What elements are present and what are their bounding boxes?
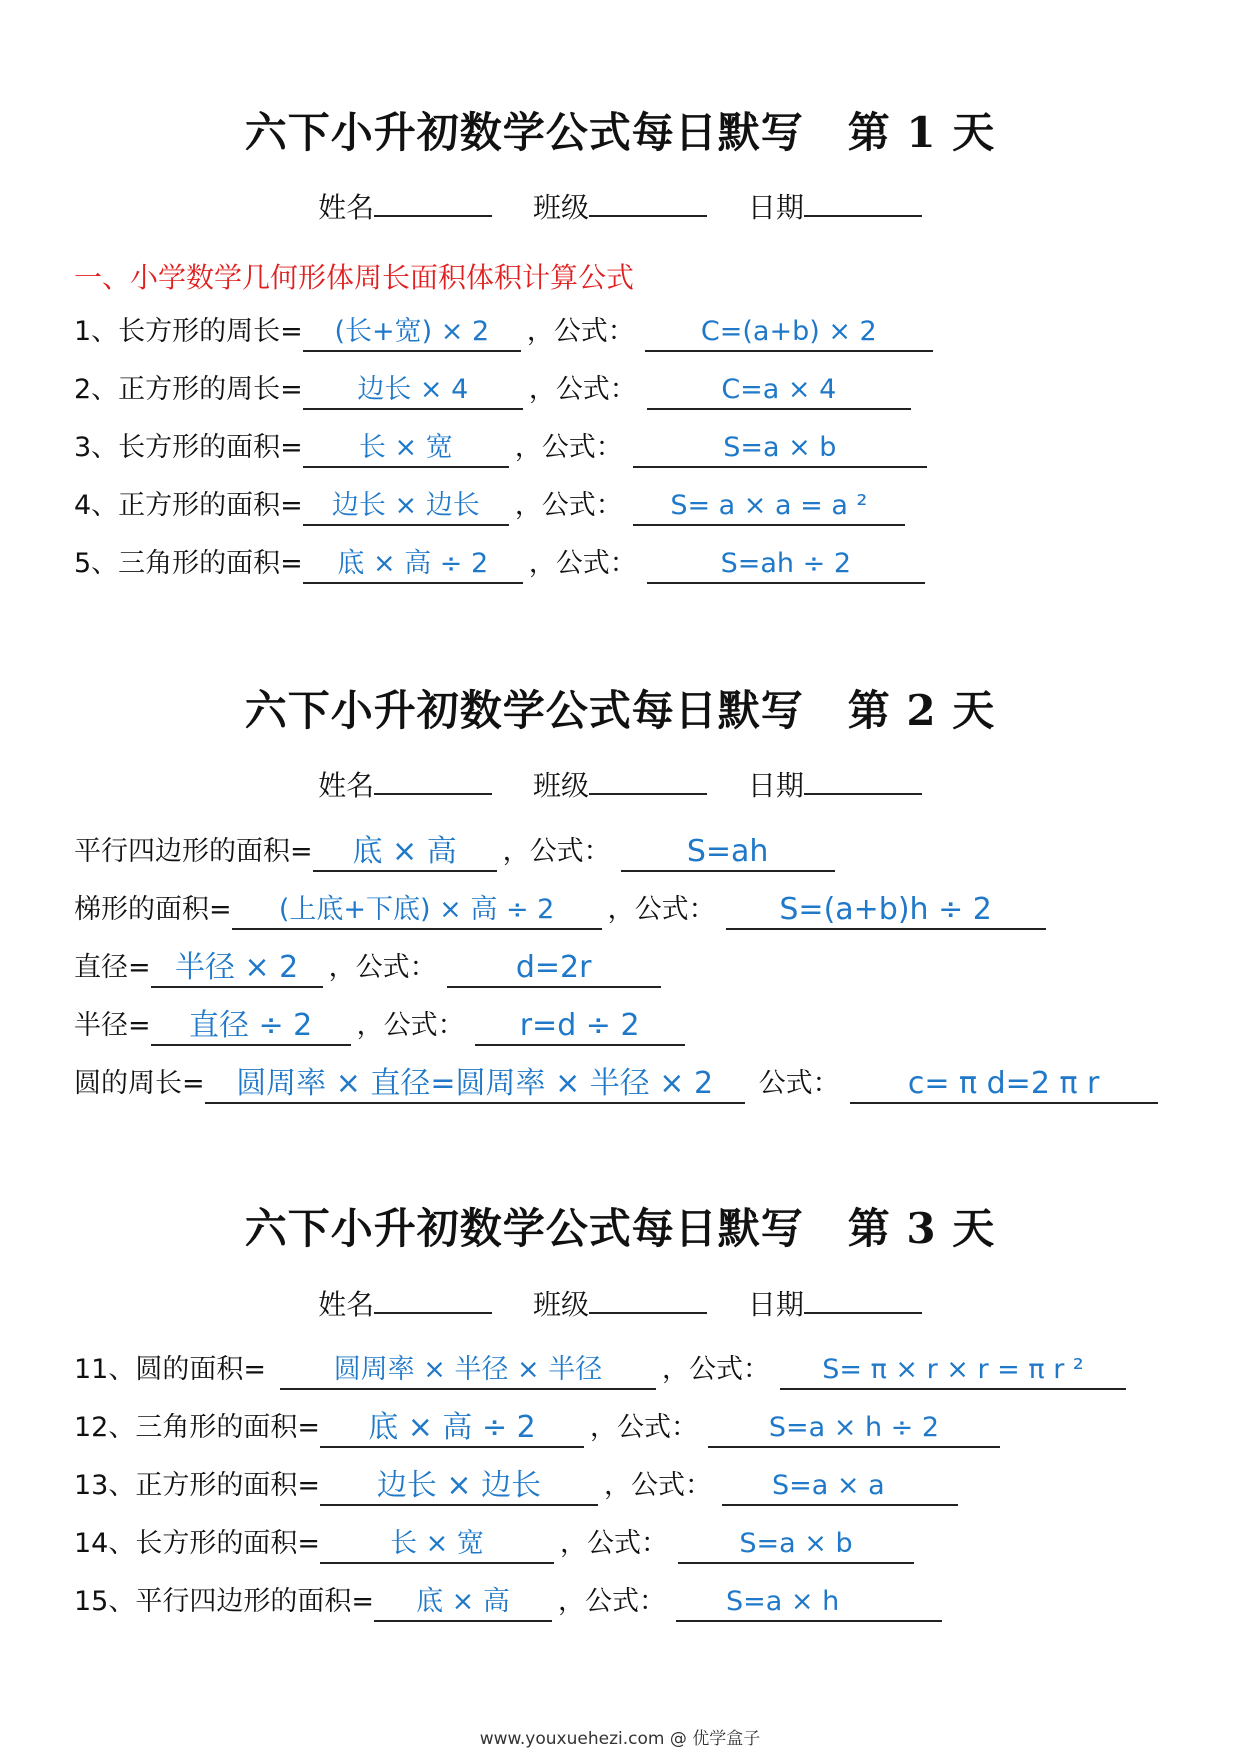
formula-label: ，公式： [514,490,623,521]
day1-name-field[interactable] [318,186,492,226]
day3-item-12 [74,1408,1000,1448]
answer-blank[interactable]: 边长 × 4 [303,372,523,410]
day3-item-13 [74,1466,958,1506]
formula-label: ，公式： [356,1010,465,1041]
answer-blank[interactable]: 圆周率 × 直径=圆周率 × 半径 × 2 [205,1066,745,1104]
day3-date-label: 日期 [747,1288,804,1321]
day2-info-row [0,764,1240,804]
day3-title-text: 六下小升初数学公式每日默写 [244,1204,804,1253]
day2-date-field[interactable] [748,764,922,804]
day1-item-1 [74,312,933,352]
item-label: 梯形的面积= [74,894,232,925]
item-label: 半径= [74,1010,151,1041]
day3-date-field[interactable] [748,1283,922,1323]
day2-item-5 [74,1064,1158,1104]
item-label: 5、三角形的面积= [74,548,303,579]
formula-label: ，公式： [526,316,635,347]
answer-blank[interactable]: 底 × 高 [374,1584,552,1622]
formula-blank[interactable]: S=ah [621,834,835,872]
answer-blank[interactable]: 长 × 宽 [303,430,509,468]
answer-blank[interactable]: 圆周率 × 半径 × 半径 [280,1352,656,1390]
day2-title [0,678,1240,738]
day1-item-3 [74,428,927,468]
item-label: 2、正方形的周长= [74,374,303,405]
formula-blank[interactable]: S= π × r × r = π r ² [780,1352,1126,1390]
formula-blank[interactable]: S= a × a = a ² [633,488,905,526]
day1-date-blank[interactable] [804,189,922,217]
day3-name-blank[interactable] [374,1286,492,1314]
item-label: 平行四边形的面积= [74,836,313,867]
formula-blank[interactable]: c= π d=2 π r [850,1066,1158,1104]
day2-class-label: 班级 [532,769,589,802]
formula-blank[interactable]: S=a × b [678,1526,914,1564]
formula-label: ，公式： [589,1412,698,1443]
formula-label: ，公式： [557,1586,666,1617]
formula-blank[interactable]: S=ah ÷ 2 [647,546,925,584]
day2-class-field[interactable] [533,764,707,804]
formula-label: ，公式： [607,894,716,925]
answer-blank[interactable]: 底 × 高 [313,834,497,872]
day2-item-1 [74,832,835,872]
day1-section-heading: 一、小学数学几何形体周长面积体积计算公式 [74,261,635,294]
day3-name-field[interactable] [318,1283,492,1323]
item-label: 11、圆的面积= [74,1354,266,1385]
day1-item-5 [74,544,925,584]
day3-class-label: 班级 [532,1288,589,1321]
formula-blank[interactable]: S=a × h ÷ 2 [708,1410,1000,1448]
day2-date-label: 日期 [747,769,804,802]
day3-date-blank[interactable] [804,1286,922,1314]
formula-blank[interactable]: S=a × b [633,430,927,468]
day1-title [0,100,1240,160]
formula-blank[interactable]: S=(a+b)h ÷ 2 [726,892,1046,930]
day2-date-blank[interactable] [804,767,922,795]
day1-class-label: 班级 [532,191,589,224]
item-label: 12、三角形的面积= [74,1412,320,1443]
day3-name-label: 姓名 [318,1288,375,1321]
day2-class-blank[interactable] [589,767,707,795]
formula-label: ，公式： [528,548,637,579]
formula-label: ，公式： [328,952,437,983]
day2-name-label: 姓名 [318,769,375,802]
day1-date-label: 日期 [747,191,804,224]
formula-label: ，公式： [528,374,637,405]
day3-item-11 [74,1350,1126,1390]
formula-blank[interactable]: C=(a+b) × 2 [645,314,933,352]
day1-title-text: 六下小升初数学公式每日默写 [244,108,804,157]
day2-day: 第 2 天 [847,686,996,735]
formula-blank[interactable]: C=a × 4 [647,372,911,410]
item-label: 直径= [74,952,151,983]
answer-blank[interactable]: 边长 × 边长 [320,1468,598,1506]
day2-title-text: 六下小升初数学公式每日默写 [244,686,804,735]
answer-blank[interactable]: 边长 × 边长 [303,488,509,526]
formula-blank[interactable]: S=a × a [722,1468,958,1506]
day2-name-field[interactable] [318,764,492,804]
item-label: 3、长方形的面积= [74,432,303,463]
answer-blank[interactable]: 底 × 高 ÷ 2 [320,1410,584,1448]
day1-date-field[interactable] [748,186,922,226]
item-label: 1、长方形的周长= [74,316,303,347]
formula-label: ，公式： [603,1470,712,1501]
answer-blank[interactable]: 直径 ÷ 2 [151,1008,351,1046]
day2-item-2 [74,890,1046,930]
formula-blank[interactable]: d=2r [447,950,661,988]
day3-info-row [0,1283,1240,1323]
formula-blank[interactable]: S=a × h [676,1584,942,1622]
day2-name-blank[interactable] [374,767,492,795]
day3-title [0,1196,1240,1256]
day1-info-row [0,186,1240,226]
day1-name-blank[interactable] [374,189,492,217]
formula-label: ，公式： [514,432,623,463]
day1-item-4 [74,486,905,526]
answer-blank[interactable]: 底 × 高 ÷ 2 [303,546,523,584]
day3-day: 第 3 天 [847,1204,996,1253]
item-label: 4、正方形的面积= [74,490,303,521]
footer-watermark: www.youxuehezi.com @ 优学盒子 [479,1729,761,1749]
day1-class-field[interactable] [533,186,707,226]
day2-item-3 [74,948,661,988]
formula-label: ，公式： [559,1528,668,1559]
answer-blank[interactable]: (长+宽) × 2 [303,314,521,352]
day1-item-2 [74,370,911,410]
day1-class-blank[interactable] [589,189,707,217]
item-label: 14、长方形的面积= [74,1528,320,1559]
answer-blank[interactable]: 长 × 宽 [320,1526,554,1564]
day3-item-15 [74,1582,942,1622]
item-label: 15、平行四边形的面积= [74,1586,374,1617]
item-label: 13、正方形的面积= [74,1470,320,1501]
answer-blank[interactable]: 半径 × 2 [151,950,323,988]
formula-label: 公式： [758,1068,840,1099]
item-label: 圆的周长= [74,1068,205,1099]
answer-blank[interactable]: (上底+下底) × 高 ÷ 2 [232,892,602,930]
day1-day: 第 1 天 [847,108,996,157]
formula-blank[interactable]: r=d ÷ 2 [475,1008,685,1046]
day3-class-field[interactable] [533,1283,707,1323]
day1-name-label: 姓名 [318,191,375,224]
day3-class-blank[interactable] [589,1286,707,1314]
formula-label: ，公式： [502,836,611,867]
day3-item-14 [74,1524,914,1564]
day2-item-4 [74,1006,685,1046]
formula-label: ，公式： [661,1354,770,1385]
